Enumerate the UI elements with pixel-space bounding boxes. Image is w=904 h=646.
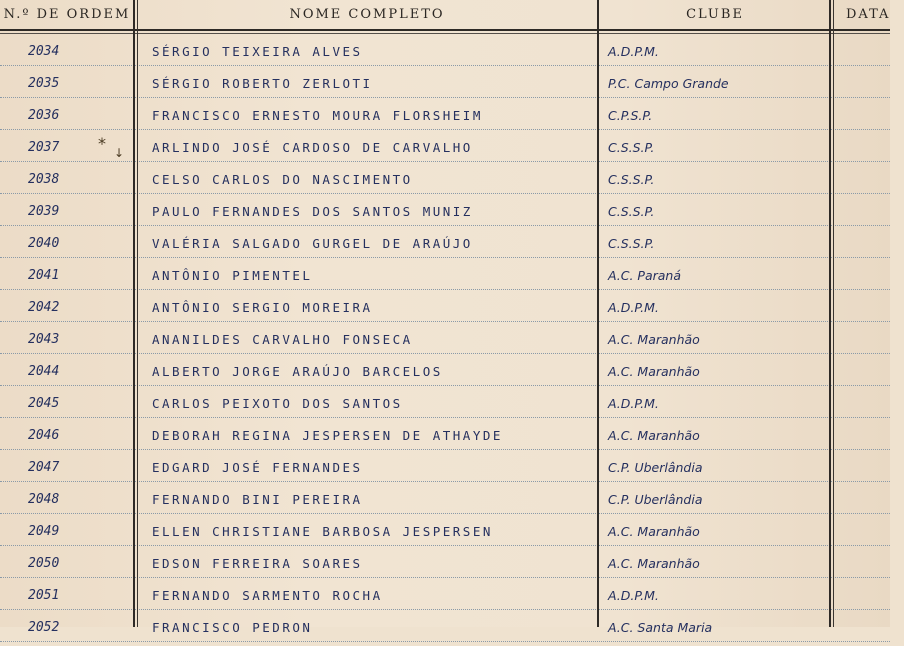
row-name: DEBORAH REGINA JESPERSEN DE ATHAYDE <box>152 428 503 443</box>
row-number: 2035 <box>28 76 60 91</box>
row-date <box>838 610 888 641</box>
row-club: P.C. Campo Grande <box>608 76 729 91</box>
row-club: C.P.S.P. <box>608 108 653 123</box>
row-name: ELLEN CHRISTIANE BARBOSA JESPERSEN <box>152 524 493 539</box>
row-date <box>838 98 888 129</box>
row-club: C.P. Uberlândia <box>608 460 703 475</box>
row-number: 2041 <box>28 268 60 283</box>
row-name: EDSON FERREIRA SOARES <box>152 556 363 571</box>
row-club: A.D.P.M. <box>608 588 659 603</box>
row-name: FRANCISCO ERNESTO MOURA FLORSHEIM <box>152 108 483 123</box>
row-name: CELSO CARLOS DO NASCIMENTO <box>152 172 413 187</box>
row-club: A.C. Santa Maria <box>608 620 713 635</box>
row-club: A.D.P.M. <box>608 44 659 59</box>
column-divider-ordem-thin <box>137 0 138 627</box>
row-number: 2037 <box>28 140 60 155</box>
row-number: 2052 <box>28 620 60 635</box>
row-number: 2046 <box>28 428 60 443</box>
column-divider-clube-thin <box>833 0 834 627</box>
row-number: 2051 <box>28 588 60 603</box>
row-number: 2048 <box>28 492 60 507</box>
asterisk-annotation: * <box>98 134 106 153</box>
row-club: A.D.P.M. <box>608 396 659 411</box>
row-number: 2040 <box>28 236 60 251</box>
row-name: ALBERTO JORGE ARAÚJO BARCELOS <box>152 364 443 379</box>
row-date <box>838 66 888 97</box>
row-name: ANANILDES CARVALHO FONSECA <box>152 332 413 347</box>
row-name: EDGARD JOSÉ FERNANDES <box>152 460 363 475</box>
row-club: A.C. Maranhão <box>608 428 700 443</box>
row-date <box>838 418 888 449</box>
row-number: 2039 <box>28 204 60 219</box>
row-date <box>838 482 888 513</box>
row-number: 2038 <box>28 172 60 187</box>
row-date <box>838 290 888 321</box>
row-name: ANTÔNIO SERGIO MOREIRA <box>152 300 373 315</box>
column-divider-nome <box>597 0 599 627</box>
row-date <box>838 450 888 481</box>
row-date <box>838 226 888 257</box>
row-number: 2050 <box>28 556 60 571</box>
row-club: A.C. Maranhão <box>608 332 700 347</box>
row-date <box>838 354 888 385</box>
row-number: 2047 <box>28 460 60 475</box>
header-clube: CLUBE <box>686 7 744 22</box>
column-divider-clube <box>829 0 831 627</box>
row-club: A.C. Maranhão <box>608 364 700 379</box>
row-date <box>838 34 888 65</box>
row-number: 2045 <box>28 396 60 411</box>
row-name: SÉRGIO ROBERTO ZERLOTI <box>152 76 373 91</box>
row-name: FERNANDO SARMENTO ROCHA <box>152 588 383 603</box>
row-name: FERNANDO BINI PEREIRA <box>152 492 363 507</box>
row-name: ARLINDO JOSÉ CARDOSO DE CARVALHO <box>152 140 473 155</box>
row-date <box>838 386 888 417</box>
row-name: SÉRGIO TEIXEIRA ALVES <box>152 44 363 59</box>
row-club: C.S.S.P. <box>608 172 655 187</box>
row-name: PAULO FERNANDES DOS SANTOS MUNIZ <box>152 204 473 219</box>
header-ordem: N.º DE ORDEM <box>3 7 131 22</box>
header-nome: NOME COMPLETO <box>289 7 445 22</box>
row-club: A.C. Paraná <box>608 268 682 283</box>
row-club: A.C. Maranhão <box>608 556 700 571</box>
row-number: 2049 <box>28 524 60 539</box>
row-date <box>838 322 888 353</box>
row-club: C.P. Uberlândia <box>608 492 703 507</box>
row-date <box>838 546 888 577</box>
row-club: C.S.S.P. <box>608 204 655 219</box>
row-name: FRANCISCO PEDRON <box>152 620 313 635</box>
row-club: C.S.S.P. <box>608 236 655 251</box>
row-number: 2043 <box>28 332 60 347</box>
row-number: 2042 <box>28 300 60 315</box>
row-date <box>838 258 888 289</box>
header-data: DATA <box>846 7 891 22</box>
row-name: VALÉRIA SALGADO GURGEL DE ARAÚJO <box>152 236 473 251</box>
row-date <box>838 514 888 545</box>
row-club: C.S.S.P. <box>608 140 655 155</box>
row-number: 2034 <box>28 44 60 59</box>
row-name: CARLOS PEIXOTO DOS SANTOS <box>152 396 403 411</box>
arrow-annotation-icon: ↓ <box>114 146 125 160</box>
row-club: A.C. Maranhão <box>608 524 700 539</box>
row-number: 2036 <box>28 108 60 123</box>
row-date <box>838 194 888 225</box>
row-club: A.D.P.M. <box>608 300 659 315</box>
row-date <box>838 578 888 609</box>
column-divider-ordem <box>133 0 135 627</box>
row-date <box>838 162 888 193</box>
row-name: ANTÔNIO PIMENTEL <box>152 268 313 283</box>
row-date <box>838 130 888 161</box>
row-number: 2044 <box>28 364 60 379</box>
